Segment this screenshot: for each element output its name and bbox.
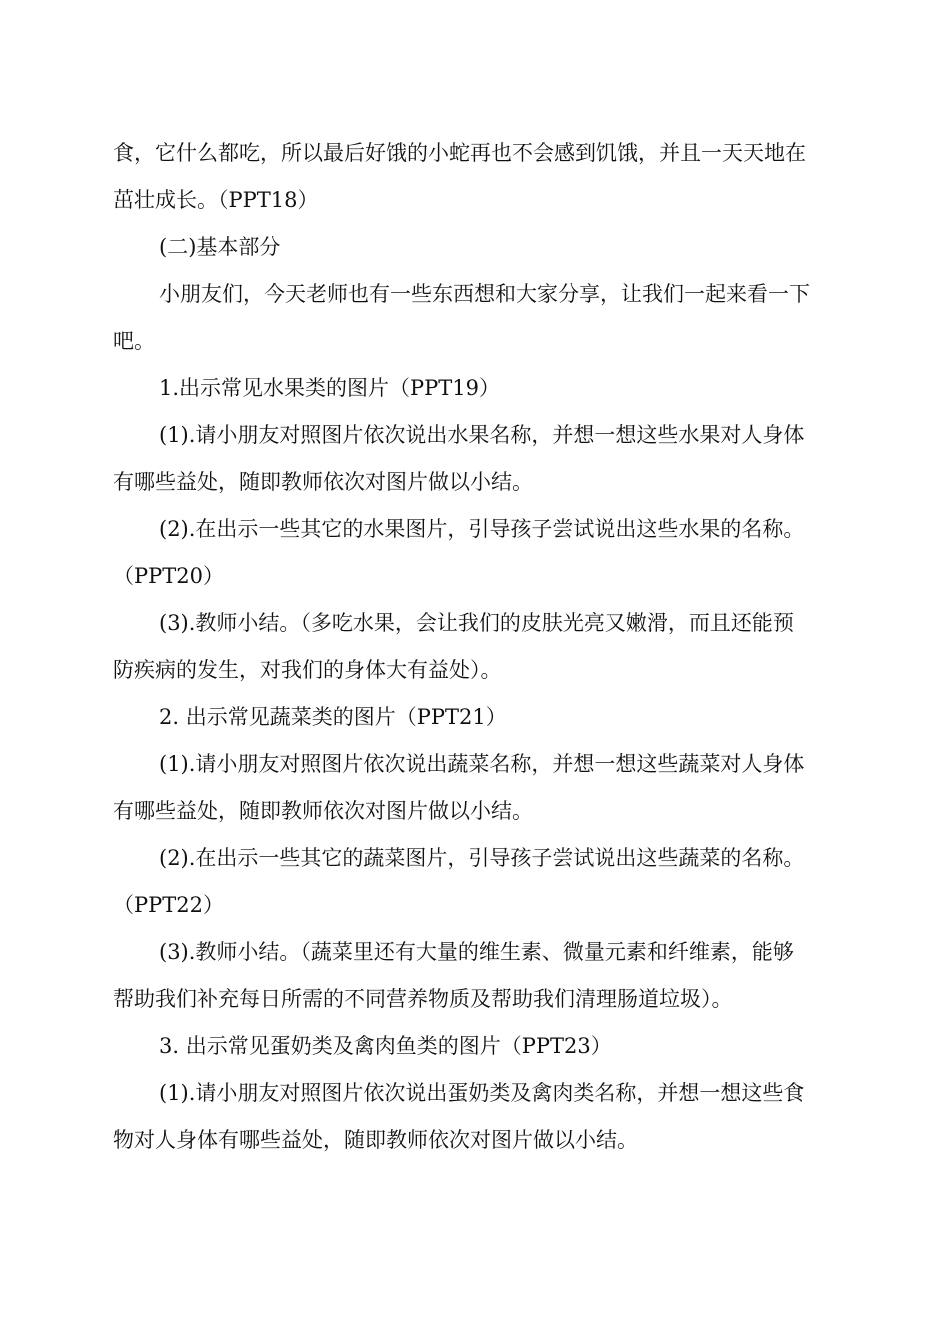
paragraph (113, 224, 859, 271)
paragraph (113, 130, 859, 224)
text-line: 1.出示常见水果类的图片（PPT19） (159, 376, 501, 400)
paragraph (113, 365, 859, 412)
text-line: 小朋友们，今天老师也有一些东西想和大家分享，让我们一起来看一下 (159, 282, 810, 306)
paragraph (113, 1070, 859, 1164)
paragraph (113, 835, 859, 929)
text-line: (二)基本部分 (159, 235, 281, 259)
text-line: （PPT22） (113, 893, 224, 917)
text-line: 有哪些益处，随即教师依次对图片做以小结。 (113, 799, 533, 823)
text-line: (3).教师小结。（蔬菜里还有大量的维生素、微量元素和纤维素，能够 (159, 940, 794, 964)
paragraph (113, 506, 859, 600)
text-line: 茁壮成长。（PPT18） (113, 188, 319, 212)
text-line: (1).请小朋友对照图片依次说出水果名称，并想一想这些水果对人身体 (159, 423, 805, 447)
text-line: 吧。 (113, 329, 155, 353)
paragraph (113, 694, 859, 741)
text-line: 有哪些益处，随即教师依次对图片做以小结。 (113, 470, 533, 494)
paragraph (113, 741, 859, 835)
paragraph (113, 600, 859, 694)
text-line: 2. 出示常见蔬菜类的图片（PPT21） (159, 705, 507, 729)
paragraph (113, 271, 859, 365)
paragraph (113, 1023, 859, 1070)
paragraph (113, 929, 859, 1023)
text-line: 物对人身体有哪些益处，随即教师依次对图片做以小结。 (113, 1128, 638, 1152)
text-line: (2).在出示一些其它的水果图片，引导孩子尝试说出这些水果的名称。 (159, 517, 805, 541)
text-line: 食，它什么都吃，所以最后好饿的小蛇再也不会感到饥饿，并且一天天地在 (113, 141, 806, 165)
text-line: 帮助我们补充每日所需的不同营养物质及帮助我们清理肠道垃圾）。 (113, 987, 733, 1011)
text-line: (1).请小朋友对照图片依次说出蔬菜名称，并想一想这些蔬菜对人身体 (159, 752, 805, 776)
text-line: （PPT20） (113, 564, 224, 588)
text-line: 3. 出示常见蛋奶类及禽肉鱼类的图片（PPT23） (159, 1034, 612, 1058)
document-body (113, 130, 859, 1164)
text-line: (1).请小朋友对照图片依次说出蛋奶类及禽肉类名称，并想一想这些食 (159, 1081, 805, 1105)
text-line: 防疾病的发生，对我们的身体大有益处）。 (113, 658, 502, 682)
paragraph (113, 412, 859, 506)
text-line: (3).教师小结。（多吃水果，会让我们的皮肤光亮又嫩滑，而且还能预 (159, 611, 794, 635)
text-line: (2).在出示一些其它的蔬菜图片，引导孩子尝试说出这些蔬菜的名称。 (159, 846, 805, 870)
